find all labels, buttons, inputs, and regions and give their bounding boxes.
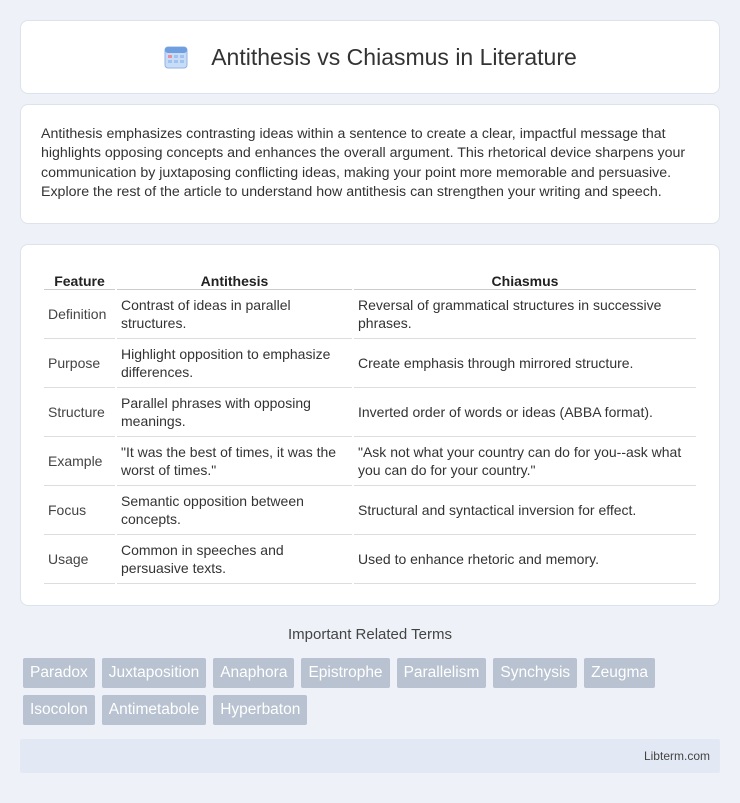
table-row — [44, 437, 696, 486]
feature-cell: Definition — [44, 290, 115, 339]
tag-isocolon[interactable]: Isocolon — [23, 695, 95, 725]
table-header-row — [44, 265, 696, 290]
feature-cell: Focus — [44, 486, 115, 535]
header-card — [20, 20, 720, 94]
related-terms-heading: Important Related Terms — [288, 626, 452, 643]
header-feature: Feature — [44, 265, 115, 290]
related-terms-list — [23, 658, 723, 725]
table-row — [44, 339, 696, 388]
tag-anaphora[interactable]: Anaphora — [213, 658, 294, 688]
chiasmus-cell: Create emphasis through mirrored structure. — [354, 339, 696, 388]
comparison-table — [42, 265, 698, 584]
footer-site-link[interactable]: Libterm.com — [643, 749, 710, 763]
chiasmus-cell: Structural and syntactical inversion for effect. — [354, 486, 696, 535]
antithesis-cell: Parallel phrases with opposing meanings. — [117, 388, 352, 437]
chiasmus-cell: "Ask not what your country can do for you--ask what you can do for your country." — [354, 437, 696, 486]
table-row — [44, 535, 696, 584]
chiasmus-cell: Reversal of grammatical structures in successive phrases. — [354, 290, 696, 339]
header-chiasmus: Chiasmus — [354, 265, 696, 290]
tag-synchysis[interactable]: Synchysis — [493, 658, 577, 688]
feature-cell: Usage — [44, 535, 115, 584]
antithesis-cell: Contrast of ideas in parallel structures. — [117, 290, 352, 339]
intro-paragraph: Antithesis emphasizes contrasting ideas within a sentence to create a clear, impactful message that highlights opposing concepts and enhances the overall argument. This rhetorical device sharpens your communication by juxtaposing conflicting ideas, making your point more memorable and persuasive. Explore the rest of the article to understand how antithesis can strengthen your writing and speech. — [41, 126, 686, 200]
tag-antimetabole[interactable]: Antimetabole — [102, 695, 206, 725]
calendar-icon — [163, 44, 189, 70]
chiasmus-cell: Used to enhance rhetoric and memory. — [354, 535, 696, 584]
antithesis-cell: "It was the best of times, it was the worst of times." — [117, 437, 352, 486]
antithesis-cell: Common in speeches and persuasive texts. — [117, 535, 352, 584]
title-wrap — [163, 44, 577, 71]
footer — [20, 739, 720, 773]
antithesis-cell: Highlight opposition to emphasize differences. — [117, 339, 352, 388]
feature-cell: Structure — [44, 388, 115, 437]
tag-hyperbaton[interactable]: Hyperbaton — [213, 695, 307, 725]
chiasmus-cell: Inverted order of words or ideas (ABBA format). — [354, 388, 696, 437]
tag-juxtaposition[interactable]: Juxtaposition — [102, 658, 206, 688]
table-row — [44, 486, 696, 535]
intro-card — [20, 104, 720, 224]
table-row — [44, 290, 696, 339]
antithesis-cell: Semantic opposition between concepts. — [117, 486, 352, 535]
header-antithesis: Antithesis — [117, 265, 352, 290]
table-row — [44, 388, 696, 437]
tag-parallelism[interactable]: Parallelism — [397, 658, 487, 688]
feature-cell: Purpose — [44, 339, 115, 388]
tag-paradox[interactable]: Paradox — [23, 658, 95, 688]
feature-cell: Example — [44, 437, 115, 486]
page-title: Antithesis vs Chiasmus in Literature — [211, 43, 577, 70]
tag-zeugma[interactable]: Zeugma — [584, 658, 655, 688]
tag-epistrophe[interactable]: Epistrophe — [301, 658, 389, 688]
comparison-card — [20, 244, 720, 606]
